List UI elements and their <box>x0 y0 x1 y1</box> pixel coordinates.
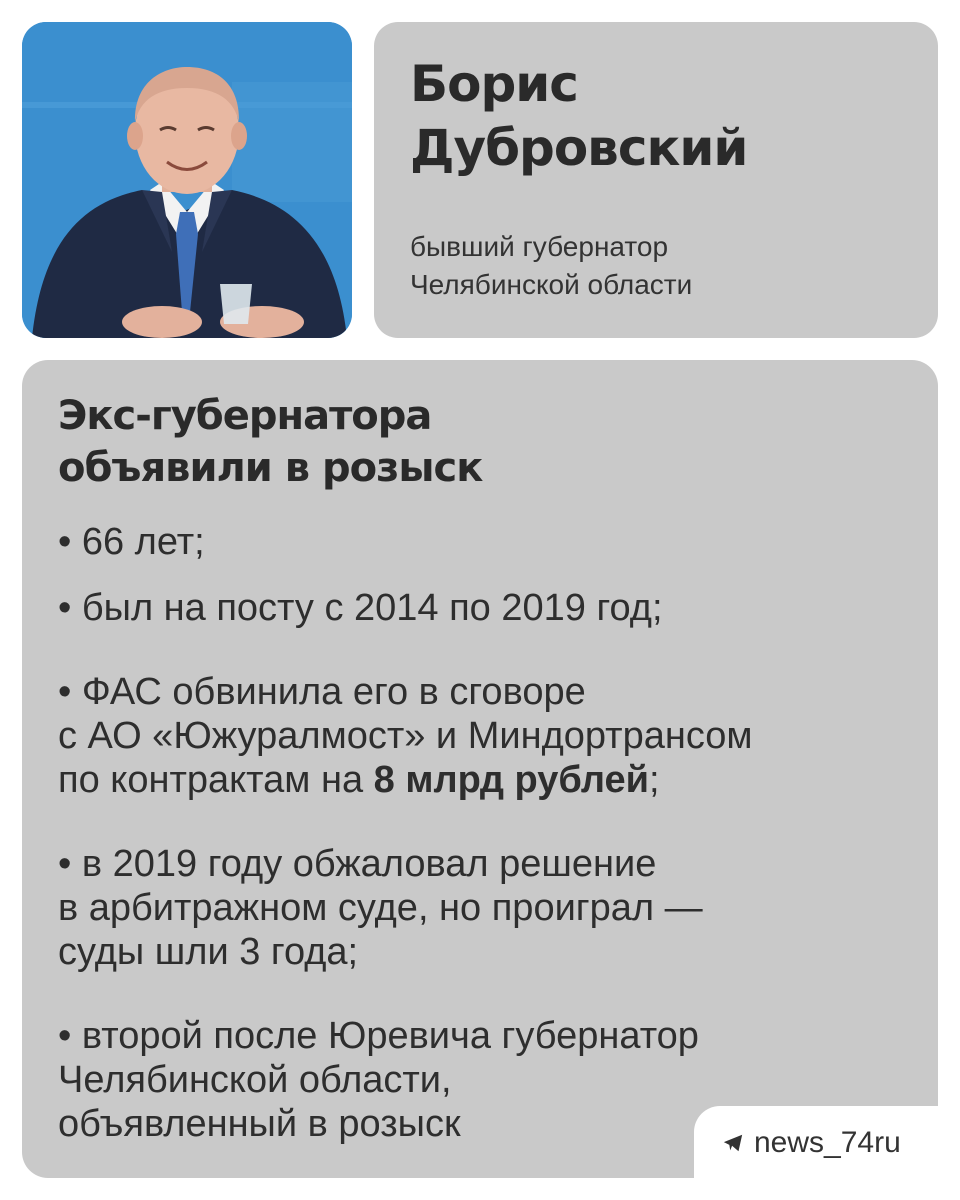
name-card <box>374 22 938 338</box>
person-name: Борис Дубровский <box>410 55 748 177</box>
fact-text: • в 2019 году обжаловал решение <box>58 843 657 885</box>
fact-text: • ФАС обвинила его в сговоре <box>58 671 586 713</box>
fact-text: суды шли 3 года; <box>58 931 359 973</box>
facts-list <box>58 520 918 1146</box>
portrait-photo <box>22 22 352 338</box>
fact-item <box>58 520 918 564</box>
watermark-content <box>722 1126 901 1160</box>
source-watermark <box>694 1106 938 1178</box>
fact-text: с АО «Южуралмост» и Миндортрансом <box>58 715 753 757</box>
fact-text: • был на посту с 2014 по 2019 год; <box>58 587 663 629</box>
fact-text: объявленный в розыск <box>58 1103 461 1145</box>
telegram-icon <box>722 1132 744 1154</box>
fact-text-line <box>58 758 918 802</box>
fact-highlight: 8 млрд рублей <box>373 759 650 801</box>
fact-text: • второй после Юревича губернатор <box>58 1015 699 1057</box>
portrait-illustration <box>22 22 352 338</box>
fact-item <box>58 842 918 974</box>
fact-text: Челябинской области, <box>58 1059 452 1101</box>
fact-text: по контрактам на <box>58 759 374 801</box>
watermark-text: news_74ru <box>754 1126 901 1159</box>
fact-text: • 66 лет; <box>58 521 205 563</box>
fact-text: ; <box>649 759 660 801</box>
fact-text: в арбитражном суде, но проиграл — <box>58 887 703 929</box>
person-title: бывший губернатор Челябинской области <box>410 231 693 300</box>
headline: Экс-губернатора объявили в розыск <box>58 393 483 491</box>
fact-item <box>58 586 918 630</box>
fact-item <box>58 670 918 802</box>
facts-card <box>22 360 938 1178</box>
